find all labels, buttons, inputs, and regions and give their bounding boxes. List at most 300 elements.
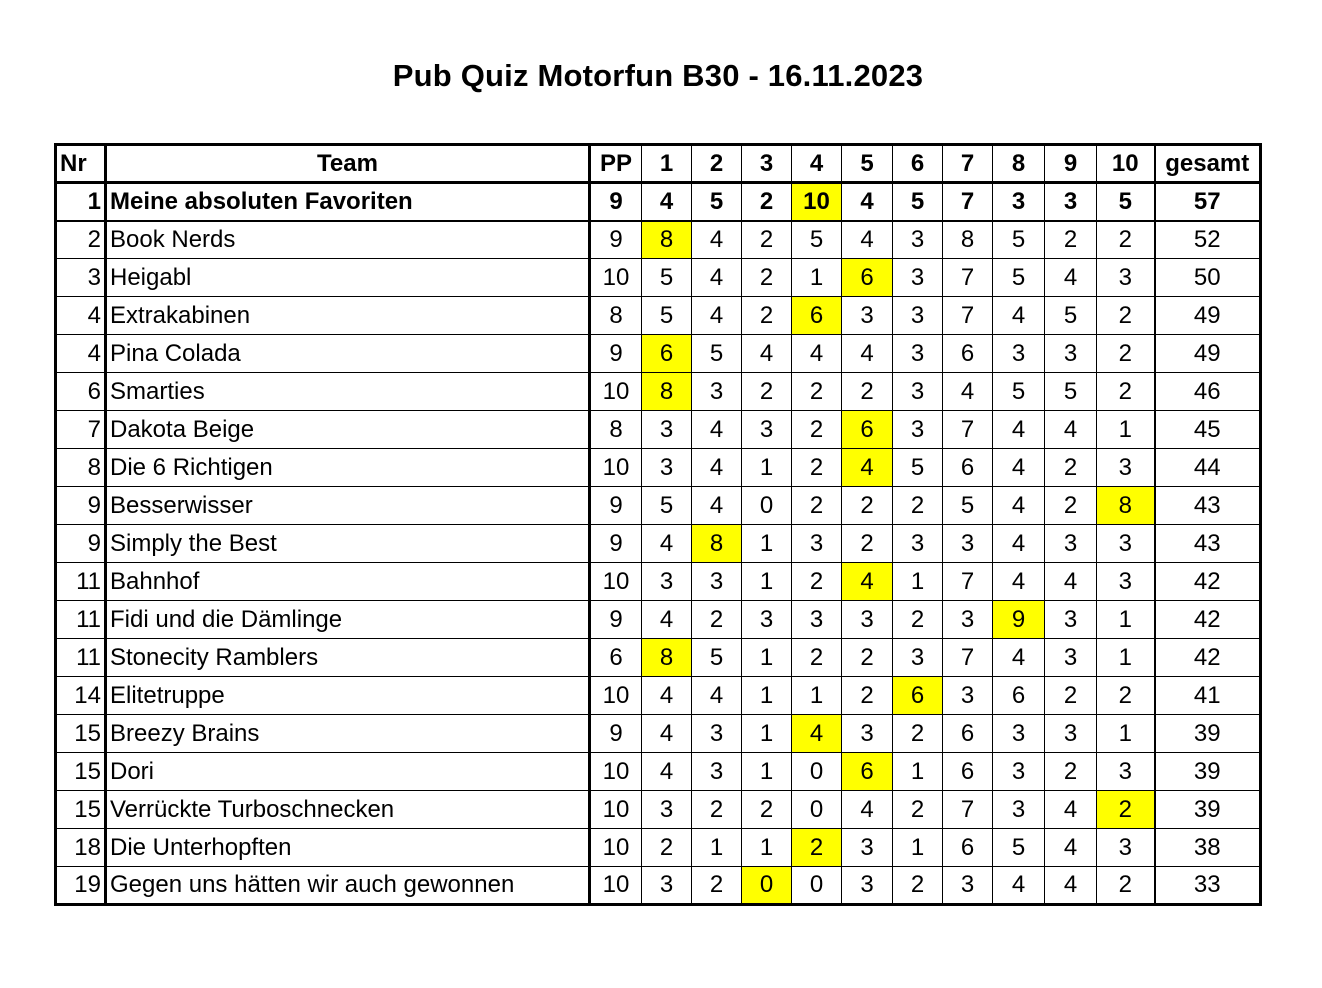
round-1-score-cell: 4 — [642, 753, 692, 791]
round-7-score-cell: 6 — [943, 715, 993, 753]
round-6-score-cell: 3 — [893, 639, 943, 677]
rank-cell: 11 — [56, 563, 106, 601]
total-score-cell: 49 — [1155, 297, 1261, 335]
round-9-score-cell: 2 — [1045, 753, 1097, 791]
round-6-score-cell: 5 — [893, 449, 943, 487]
round-1-score-cell: 3 — [642, 791, 692, 829]
round-5-score-cell: 3 — [842, 867, 893, 905]
round-5-score-cell: 2 — [842, 677, 893, 715]
round-4-score-cell: 2 — [792, 487, 842, 525]
round-9-score-cell: 2 — [1045, 487, 1097, 525]
round-10-score-cell: 1 — [1097, 601, 1155, 639]
pp-cell: 8 — [590, 411, 642, 449]
round-1-score-cell: 4 — [642, 525, 692, 563]
round-9-score-cell: 5 — [1045, 373, 1097, 411]
round-8-score-cell: 4 — [993, 411, 1045, 449]
round-3-score-cell: 1 — [742, 449, 792, 487]
round-4-score-cell: 4 — [792, 715, 842, 753]
header-round-4: 4 — [792, 145, 842, 183]
round-3-score-cell: 4 — [742, 335, 792, 373]
round-2-score-cell: 2 — [692, 601, 742, 639]
pp-cell: 10 — [590, 867, 642, 905]
total-score-cell: 39 — [1155, 753, 1261, 791]
rank-cell: 9 — [56, 487, 106, 525]
round-1-score-cell: 4 — [642, 601, 692, 639]
table-row — [56, 411, 1261, 449]
round-9-score-cell: 4 — [1045, 563, 1097, 601]
pp-cell: 10 — [590, 259, 642, 297]
round-1-score-cell: 3 — [642, 411, 692, 449]
round-6-score-cell: 2 — [893, 487, 943, 525]
round-4-score-cell: 6 — [792, 297, 842, 335]
team-name-cell: Pina Colada — [106, 335, 590, 373]
round-8-score-cell: 4 — [993, 449, 1045, 487]
total-score-cell: 43 — [1155, 487, 1261, 525]
header-round-10: 10 — [1097, 145, 1155, 183]
round-5-score-cell: 4 — [842, 563, 893, 601]
rank-cell: 4 — [56, 335, 106, 373]
total-score-cell: 38 — [1155, 829, 1261, 867]
round-6-score-cell: 2 — [893, 715, 943, 753]
table-row — [56, 525, 1261, 563]
round-10-score-cell: 3 — [1097, 525, 1155, 563]
round-3-score-cell: 3 — [742, 411, 792, 449]
table-row — [56, 297, 1261, 335]
round-10-score-cell: 2 — [1097, 791, 1155, 829]
rank-cell: 7 — [56, 411, 106, 449]
results-table — [54, 143, 1262, 906]
table-row — [56, 183, 1261, 221]
team-name-cell: Besserwisser — [106, 487, 590, 525]
rank-cell: 11 — [56, 639, 106, 677]
header-round-7: 7 — [943, 145, 993, 183]
team-name-cell: Gegen uns hätten wir auch gewonnen — [106, 867, 590, 905]
round-7-score-cell: 7 — [943, 297, 993, 335]
round-4-score-cell: 0 — [792, 791, 842, 829]
round-2-score-cell: 3 — [692, 373, 742, 411]
header-round-2: 2 — [692, 145, 742, 183]
team-name-cell: Stonecity Ramblers — [106, 639, 590, 677]
round-10-score-cell: 2 — [1097, 373, 1155, 411]
pp-cell: 10 — [590, 373, 642, 411]
round-7-score-cell: 8 — [943, 221, 993, 259]
total-score-cell: 42 — [1155, 601, 1261, 639]
round-5-score-cell: 2 — [842, 639, 893, 677]
round-3-score-cell: 2 — [742, 259, 792, 297]
round-1-score-cell: 8 — [642, 373, 692, 411]
total-score-cell: 50 — [1155, 259, 1261, 297]
round-8-score-cell: 5 — [993, 221, 1045, 259]
round-1-score-cell: 5 — [642, 259, 692, 297]
round-3-score-cell: 1 — [742, 715, 792, 753]
round-2-score-cell: 2 — [692, 867, 742, 905]
round-2-score-cell: 4 — [692, 221, 742, 259]
round-9-score-cell: 3 — [1045, 335, 1097, 373]
round-6-score-cell: 3 — [893, 259, 943, 297]
pp-cell: 9 — [590, 221, 642, 259]
round-5-score-cell: 6 — [842, 753, 893, 791]
round-9-score-cell: 3 — [1045, 715, 1097, 753]
round-6-score-cell: 2 — [893, 867, 943, 905]
round-1-score-cell: 3 — [642, 867, 692, 905]
rank-cell: 15 — [56, 715, 106, 753]
total-score-cell: 39 — [1155, 791, 1261, 829]
round-8-score-cell: 4 — [993, 639, 1045, 677]
pp-cell: 9 — [590, 715, 642, 753]
round-9-score-cell: 4 — [1045, 829, 1097, 867]
results-body — [56, 183, 1261, 905]
rank-cell: 8 — [56, 449, 106, 487]
round-5-score-cell: 3 — [842, 715, 893, 753]
header-team: Team — [106, 145, 590, 183]
rank-cell: 15 — [56, 753, 106, 791]
rank-cell: 4 — [56, 297, 106, 335]
round-6-score-cell: 1 — [893, 563, 943, 601]
pp-cell: 8 — [590, 297, 642, 335]
round-6-score-cell: 3 — [893, 335, 943, 373]
round-5-score-cell: 6 — [842, 411, 893, 449]
round-4-score-cell: 1 — [792, 259, 842, 297]
table-row — [56, 867, 1261, 905]
header-nr: Nr — [56, 145, 106, 183]
round-2-score-cell: 4 — [692, 487, 742, 525]
round-6-score-cell: 1 — [893, 829, 943, 867]
round-8-score-cell: 5 — [993, 373, 1045, 411]
round-7-score-cell: 6 — [943, 449, 993, 487]
round-8-score-cell: 5 — [993, 259, 1045, 297]
round-8-score-cell: 9 — [993, 601, 1045, 639]
pp-cell: 9 — [590, 335, 642, 373]
round-4-score-cell: 4 — [792, 335, 842, 373]
page-title: Pub Quiz Motorfun B30 - 16.11.2023 — [392, 58, 924, 93]
round-8-score-cell: 4 — [993, 487, 1045, 525]
round-10-score-cell: 1 — [1097, 715, 1155, 753]
round-7-score-cell: 3 — [943, 601, 993, 639]
pp-cell: 10 — [590, 753, 642, 791]
round-4-score-cell: 3 — [792, 601, 842, 639]
table-row — [56, 487, 1261, 525]
pp-cell: 9 — [590, 183, 642, 221]
round-10-score-cell: 3 — [1097, 829, 1155, 867]
team-name-cell: Die Unterhopften — [106, 829, 590, 867]
round-4-score-cell: 2 — [792, 639, 842, 677]
round-1-score-cell: 3 — [642, 563, 692, 601]
round-3-score-cell: 1 — [742, 829, 792, 867]
round-10-score-cell: 2 — [1097, 335, 1155, 373]
total-score-cell: 42 — [1155, 639, 1261, 677]
round-2-score-cell: 5 — [692, 183, 742, 221]
header-total: gesamt — [1155, 145, 1261, 183]
team-name-cell: Elitetruppe — [106, 677, 590, 715]
round-7-score-cell: 6 — [943, 753, 993, 791]
round-3-score-cell: 1 — [742, 639, 792, 677]
round-1-score-cell: 8 — [642, 221, 692, 259]
round-4-score-cell: 10 — [792, 183, 842, 221]
round-7-score-cell: 6 — [943, 335, 993, 373]
round-5-score-cell: 2 — [842, 525, 893, 563]
round-9-score-cell: 3 — [1045, 525, 1097, 563]
round-1-score-cell: 5 — [642, 487, 692, 525]
round-3-score-cell: 2 — [742, 791, 792, 829]
table-row — [56, 791, 1261, 829]
round-6-score-cell: 3 — [893, 525, 943, 563]
round-6-score-cell: 6 — [893, 677, 943, 715]
round-6-score-cell: 3 — [893, 373, 943, 411]
round-6-score-cell: 2 — [893, 601, 943, 639]
total-score-cell: 49 — [1155, 335, 1261, 373]
round-8-score-cell: 4 — [993, 563, 1045, 601]
round-6-score-cell: 2 — [893, 791, 943, 829]
team-name-cell: Extrakabinen — [106, 297, 590, 335]
round-9-score-cell: 4 — [1045, 411, 1097, 449]
total-score-cell: 44 — [1155, 449, 1261, 487]
round-10-score-cell: 3 — [1097, 449, 1155, 487]
header-round-1: 1 — [642, 145, 692, 183]
round-8-score-cell: 3 — [993, 791, 1045, 829]
round-4-score-cell: 2 — [792, 563, 842, 601]
round-2-score-cell: 8 — [692, 525, 742, 563]
round-3-score-cell: 2 — [742, 373, 792, 411]
round-7-score-cell: 7 — [943, 639, 993, 677]
round-7-score-cell: 7 — [943, 791, 993, 829]
round-1-score-cell: 5 — [642, 297, 692, 335]
round-4-score-cell: 2 — [792, 829, 842, 867]
rank-cell: 14 — [56, 677, 106, 715]
table-row — [56, 221, 1261, 259]
round-9-score-cell: 4 — [1045, 867, 1097, 905]
round-4-score-cell: 2 — [792, 449, 842, 487]
total-score-cell: 57 — [1155, 183, 1261, 221]
total-score-cell: 39 — [1155, 715, 1261, 753]
team-name-cell: Breezy Brains — [106, 715, 590, 753]
round-10-score-cell: 2 — [1097, 677, 1155, 715]
header-round-9: 9 — [1045, 145, 1097, 183]
round-3-score-cell: 0 — [742, 487, 792, 525]
team-name-cell: Dakota Beige — [106, 411, 590, 449]
round-8-score-cell: 5 — [993, 829, 1045, 867]
round-4-score-cell: 5 — [792, 221, 842, 259]
round-10-score-cell: 1 — [1097, 639, 1155, 677]
pp-cell: 9 — [590, 487, 642, 525]
pp-cell: 10 — [590, 829, 642, 867]
team-name-cell: Book Nerds — [106, 221, 590, 259]
total-score-cell: 46 — [1155, 373, 1261, 411]
round-1-score-cell: 8 — [642, 639, 692, 677]
round-10-score-cell: 1 — [1097, 411, 1155, 449]
round-1-score-cell: 4 — [642, 183, 692, 221]
table-row — [56, 449, 1261, 487]
team-name-cell: Die 6 Richtigen — [106, 449, 590, 487]
round-1-score-cell: 6 — [642, 335, 692, 373]
round-7-score-cell: 5 — [943, 487, 993, 525]
round-10-score-cell: 3 — [1097, 753, 1155, 791]
round-7-score-cell: 7 — [943, 563, 993, 601]
round-4-score-cell: 1 — [792, 677, 842, 715]
team-name-cell: Meine absoluten Favoriten — [106, 183, 590, 221]
team-name-cell: Bahnhof — [106, 563, 590, 601]
round-2-score-cell: 1 — [692, 829, 742, 867]
pp-cell: 6 — [590, 639, 642, 677]
round-7-score-cell: 3 — [943, 525, 993, 563]
round-9-score-cell: 5 — [1045, 297, 1097, 335]
round-5-score-cell: 3 — [842, 829, 893, 867]
table-row — [56, 335, 1261, 373]
round-9-score-cell: 2 — [1045, 677, 1097, 715]
pp-cell: 10 — [590, 791, 642, 829]
round-9-score-cell: 2 — [1045, 221, 1097, 259]
round-5-score-cell: 3 — [842, 601, 893, 639]
pp-cell: 9 — [590, 525, 642, 563]
round-6-score-cell: 3 — [893, 297, 943, 335]
header-round-3: 3 — [742, 145, 792, 183]
total-score-cell: 43 — [1155, 525, 1261, 563]
round-5-score-cell: 2 — [842, 373, 893, 411]
round-5-score-cell: 3 — [842, 297, 893, 335]
rank-cell: 18 — [56, 829, 106, 867]
round-5-score-cell: 4 — [842, 449, 893, 487]
team-name-cell: Fidi und die Dämlinge — [106, 601, 590, 639]
table-row — [56, 563, 1261, 601]
round-2-score-cell: 3 — [692, 715, 742, 753]
round-3-score-cell: 2 — [742, 221, 792, 259]
round-5-score-cell: 2 — [842, 487, 893, 525]
table-row — [56, 753, 1261, 791]
pp-cell: 10 — [590, 677, 642, 715]
round-3-score-cell: 1 — [742, 563, 792, 601]
total-score-cell: 52 — [1155, 221, 1261, 259]
round-5-score-cell: 6 — [842, 259, 893, 297]
round-10-score-cell: 3 — [1097, 259, 1155, 297]
round-7-score-cell: 3 — [943, 677, 993, 715]
pp-cell: 9 — [590, 601, 642, 639]
header-round-8: 8 — [993, 145, 1045, 183]
table-row — [56, 677, 1261, 715]
round-7-score-cell: 4 — [943, 373, 993, 411]
round-7-score-cell: 7 — [943, 183, 993, 221]
round-8-score-cell: 3 — [993, 753, 1045, 791]
rank-cell: 3 — [56, 259, 106, 297]
round-7-score-cell: 7 — [943, 411, 993, 449]
header-round-6: 6 — [893, 145, 943, 183]
round-2-score-cell: 4 — [692, 449, 742, 487]
round-4-score-cell: 0 — [792, 867, 842, 905]
round-10-score-cell: 2 — [1097, 221, 1155, 259]
round-5-score-cell: 4 — [842, 183, 893, 221]
round-2-score-cell: 4 — [692, 677, 742, 715]
round-4-score-cell: 3 — [792, 525, 842, 563]
round-4-score-cell: 0 — [792, 753, 842, 791]
round-6-score-cell: 3 — [893, 411, 943, 449]
round-5-score-cell: 4 — [842, 221, 893, 259]
table-row — [56, 259, 1261, 297]
round-9-score-cell: 3 — [1045, 183, 1097, 221]
round-9-score-cell: 4 — [1045, 791, 1097, 829]
round-6-score-cell: 5 — [893, 183, 943, 221]
round-8-score-cell: 6 — [993, 677, 1045, 715]
team-name-cell: Dori — [106, 753, 590, 791]
round-10-score-cell: 2 — [1097, 867, 1155, 905]
total-score-cell: 42 — [1155, 563, 1261, 601]
table-row — [56, 373, 1261, 411]
round-2-score-cell: 3 — [692, 563, 742, 601]
team-name-cell: Heigabl — [106, 259, 590, 297]
table-row — [56, 829, 1261, 867]
rank-cell: 6 — [56, 373, 106, 411]
round-2-score-cell: 5 — [692, 335, 742, 373]
round-3-score-cell: 1 — [742, 753, 792, 791]
rank-cell: 11 — [56, 601, 106, 639]
round-1-score-cell: 4 — [642, 715, 692, 753]
header-pp: PP — [590, 145, 642, 183]
round-3-score-cell: 0 — [742, 867, 792, 905]
team-name-cell: Simply the Best — [106, 525, 590, 563]
round-2-score-cell: 4 — [692, 411, 742, 449]
round-9-score-cell: 3 — [1045, 601, 1097, 639]
rank-cell: 2 — [56, 221, 106, 259]
round-3-score-cell: 1 — [742, 525, 792, 563]
round-5-score-cell: 4 — [842, 335, 893, 373]
round-10-score-cell: 2 — [1097, 297, 1155, 335]
round-8-score-cell: 4 — [993, 525, 1045, 563]
round-2-score-cell: 5 — [692, 639, 742, 677]
pp-cell: 10 — [590, 563, 642, 601]
round-8-score-cell: 3 — [993, 335, 1045, 373]
round-8-score-cell: 4 — [993, 297, 1045, 335]
rank-cell: 1 — [56, 183, 106, 221]
round-2-score-cell: 3 — [692, 753, 742, 791]
round-8-score-cell: 3 — [993, 183, 1045, 221]
table-row — [56, 639, 1261, 677]
total-score-cell: 33 — [1155, 867, 1261, 905]
header-row — [56, 145, 1261, 183]
round-9-score-cell: 2 — [1045, 449, 1097, 487]
round-1-score-cell: 2 — [642, 829, 692, 867]
round-3-score-cell: 1 — [742, 677, 792, 715]
rank-cell: 9 — [56, 525, 106, 563]
round-10-score-cell: 3 — [1097, 563, 1155, 601]
round-7-score-cell: 3 — [943, 867, 993, 905]
rank-cell: 19 — [56, 867, 106, 905]
round-7-score-cell: 7 — [943, 259, 993, 297]
table-row — [56, 715, 1261, 753]
round-1-score-cell: 3 — [642, 449, 692, 487]
round-3-score-cell: 2 — [742, 183, 792, 221]
round-5-score-cell: 4 — [842, 791, 893, 829]
round-2-score-cell: 4 — [692, 297, 742, 335]
total-score-cell: 45 — [1155, 411, 1261, 449]
round-2-score-cell: 4 — [692, 259, 742, 297]
round-7-score-cell: 6 — [943, 829, 993, 867]
round-8-score-cell: 3 — [993, 715, 1045, 753]
team-name-cell: Smarties — [106, 373, 590, 411]
round-10-score-cell: 8 — [1097, 487, 1155, 525]
rank-cell: 15 — [56, 791, 106, 829]
round-8-score-cell: 4 — [993, 867, 1045, 905]
round-4-score-cell: 2 — [792, 411, 842, 449]
round-3-score-cell: 2 — [742, 297, 792, 335]
total-score-cell: 41 — [1155, 677, 1261, 715]
pp-cell: 10 — [590, 449, 642, 487]
round-1-score-cell: 4 — [642, 677, 692, 715]
round-9-score-cell: 3 — [1045, 639, 1097, 677]
round-3-score-cell: 3 — [742, 601, 792, 639]
round-6-score-cell: 3 — [893, 221, 943, 259]
team-name-cell: Verrückte Turboschnecken — [106, 791, 590, 829]
header-round-5: 5 — [842, 145, 893, 183]
round-10-score-cell: 5 — [1097, 183, 1155, 221]
round-2-score-cell: 2 — [692, 791, 742, 829]
table-row — [56, 601, 1261, 639]
